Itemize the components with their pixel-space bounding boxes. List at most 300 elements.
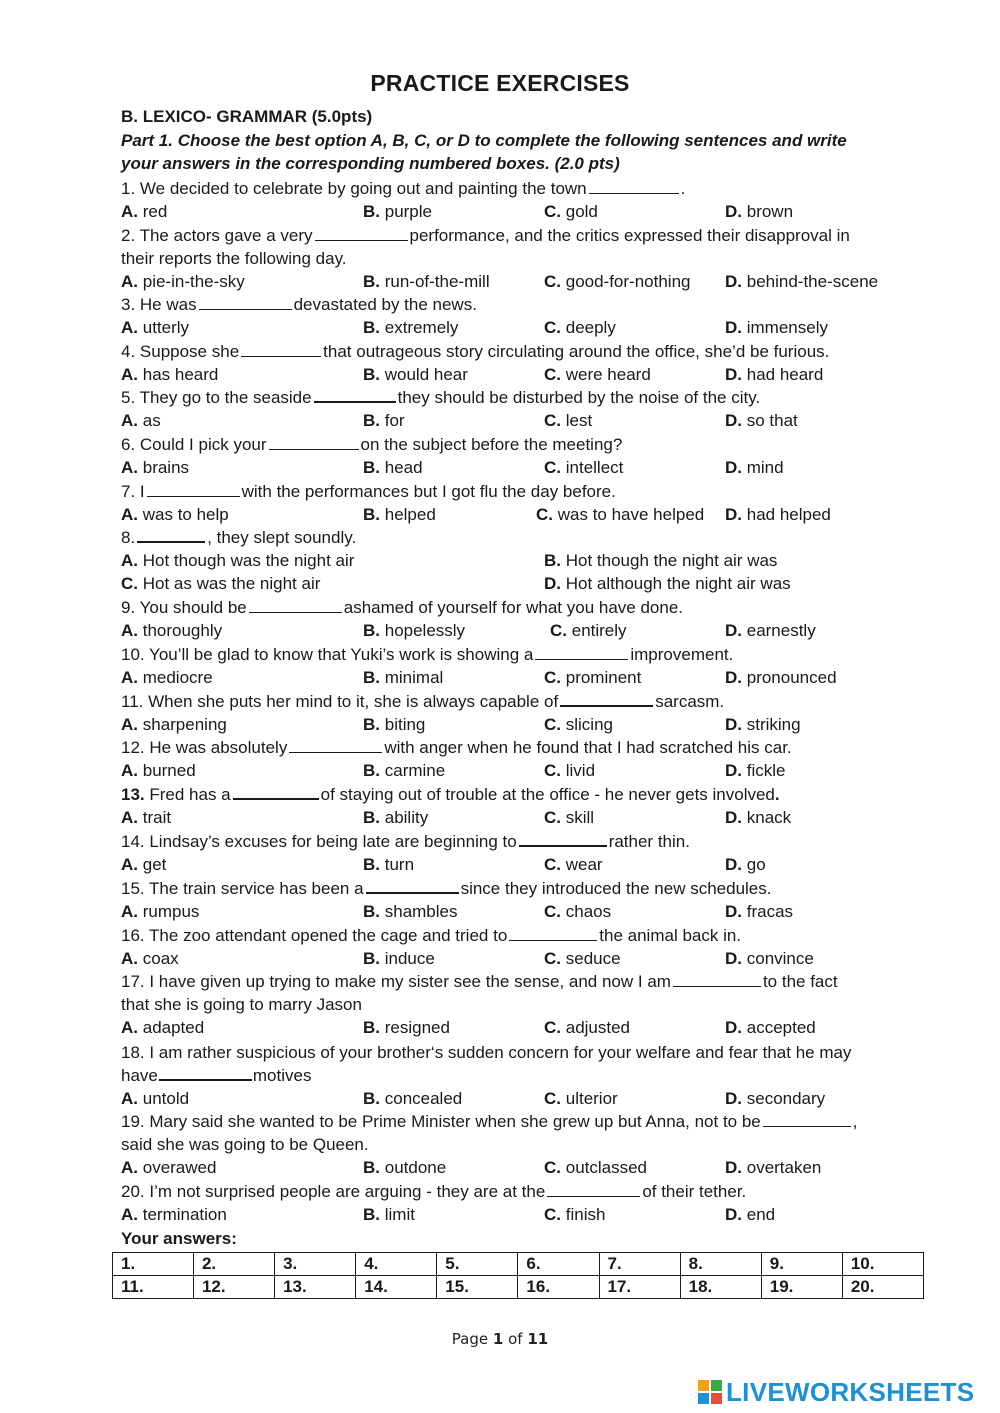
option-letter: A. bbox=[121, 202, 138, 221]
question-text: have bbox=[121, 1066, 158, 1085]
option-letter: D. bbox=[725, 715, 742, 734]
option-d bbox=[725, 364, 823, 385]
option-letter: D. bbox=[725, 1205, 742, 1224]
option-letter: C. bbox=[544, 365, 561, 384]
option-text: good-for-nothing bbox=[565, 272, 691, 291]
option-a bbox=[121, 667, 213, 688]
option-text: striking bbox=[746, 715, 801, 734]
option-letter: B. bbox=[363, 458, 380, 477]
answer-cell[interactable]: 11. bbox=[113, 1276, 194, 1299]
option-c bbox=[544, 457, 623, 478]
page-footer bbox=[0, 1330, 1000, 1348]
answer-blank bbox=[763, 1112, 851, 1127]
question-text: performance, and the critics expressed their disapproval in bbox=[409, 226, 850, 245]
option-c bbox=[544, 271, 691, 292]
question-text: 11. When she puts her mind to it, she is always capable of bbox=[121, 692, 559, 711]
option-letter: A. bbox=[121, 458, 138, 477]
option-c bbox=[550, 620, 627, 641]
option-letter: C. bbox=[544, 202, 561, 221]
option-text: burned bbox=[142, 761, 196, 780]
answer-blank bbox=[519, 831, 607, 847]
page-word: Page bbox=[451, 1330, 489, 1348]
question-stem bbox=[121, 225, 850, 246]
option-b bbox=[363, 667, 443, 688]
page-title: PRACTICE EXERCISES bbox=[370, 70, 630, 96]
option-text: Hot although the night air was bbox=[565, 574, 791, 593]
option-letter: A. bbox=[121, 715, 138, 734]
question-stem bbox=[121, 737, 792, 758]
option-letter: B. bbox=[363, 855, 380, 874]
question-text: 15. The train service has been a bbox=[121, 879, 364, 898]
option-letter: B. bbox=[363, 1158, 380, 1177]
option-text: brains bbox=[142, 458, 190, 477]
option-text: termination bbox=[142, 1205, 227, 1224]
option-text: adapted bbox=[142, 1018, 205, 1037]
option-text: gold bbox=[565, 202, 598, 221]
question-text: 2. The actors gave a very bbox=[121, 226, 313, 245]
option-text: end bbox=[746, 1205, 776, 1224]
answer-blank bbox=[249, 598, 342, 613]
option-a bbox=[121, 457, 189, 478]
option-text: overawed bbox=[142, 1158, 217, 1177]
option-text: induce bbox=[384, 949, 435, 968]
option-letter: B. bbox=[363, 949, 380, 968]
option-text: limit bbox=[384, 1205, 415, 1224]
question-text: 14. Lindsay’s excuses for being late are beginning to bbox=[121, 832, 517, 851]
answer-blank bbox=[241, 342, 321, 357]
brand-name: LIVEWORKSHEETS bbox=[726, 1377, 975, 1407]
answer-blank bbox=[147, 482, 240, 497]
option-text: purple bbox=[384, 202, 432, 221]
option-c bbox=[544, 667, 641, 688]
option-text: fracas bbox=[746, 902, 794, 921]
question-stem bbox=[121, 925, 741, 946]
question-stem bbox=[121, 341, 829, 362]
option-text: would hear bbox=[384, 365, 468, 384]
question-stem bbox=[121, 878, 771, 899]
option-text: thoroughly bbox=[142, 621, 223, 640]
answer-blank bbox=[289, 738, 382, 753]
option-d bbox=[725, 1157, 821, 1178]
option-letter: D. bbox=[725, 411, 742, 430]
answer-cell[interactable]: 7. bbox=[599, 1253, 680, 1276]
option-letter: C. bbox=[544, 272, 561, 291]
answer-cell[interactable]: 12. bbox=[193, 1276, 274, 1299]
option-text: utterly bbox=[142, 318, 190, 337]
option-letter: D. bbox=[725, 1018, 742, 1037]
option-b bbox=[363, 807, 428, 828]
option-d bbox=[725, 457, 784, 478]
option-letter: D. bbox=[725, 1089, 742, 1108]
option-letter: D. bbox=[725, 621, 742, 640]
option-text: convince bbox=[746, 949, 814, 968]
option-letter: B. bbox=[363, 1018, 380, 1037]
option-text: mind bbox=[746, 458, 784, 477]
question-text: rather thin. bbox=[608, 832, 690, 851]
option-a bbox=[121, 1017, 204, 1038]
option-c bbox=[544, 901, 611, 922]
question-text: 10. You’ll be glad to know that Yuki’s work is showing a bbox=[121, 645, 534, 664]
option-text: concealed bbox=[384, 1089, 463, 1108]
question-text: 3. He was bbox=[121, 295, 197, 314]
answer-blank bbox=[199, 295, 292, 310]
option-b bbox=[363, 901, 458, 922]
question-text: with the performances but I got flu the day before. bbox=[241, 482, 616, 501]
option-text: wear bbox=[565, 855, 603, 874]
option-text: go bbox=[746, 855, 766, 874]
question-stem bbox=[121, 527, 356, 548]
question-text: they should be disturbed by the noise of the city. bbox=[397, 388, 761, 407]
option-text: biting bbox=[384, 715, 426, 734]
question-text: devastated by the news. bbox=[293, 295, 477, 314]
option-d bbox=[725, 948, 814, 969]
option-text: slicing bbox=[565, 715, 613, 734]
option-a bbox=[121, 620, 222, 641]
answer-cell[interactable]: 4. bbox=[356, 1253, 437, 1276]
option-letter: A. bbox=[121, 411, 138, 430]
option-letter: B. bbox=[363, 761, 380, 780]
option-text: Hot as was the night air bbox=[142, 574, 321, 593]
option-text: red bbox=[142, 202, 168, 221]
option-letter: A. bbox=[121, 1018, 138, 1037]
option-b bbox=[363, 317, 458, 338]
option-text: has heard bbox=[142, 365, 219, 384]
option-letter: B. bbox=[363, 1089, 380, 1108]
option-a bbox=[121, 714, 227, 735]
option-text: for bbox=[384, 411, 405, 430]
question-stem bbox=[121, 971, 838, 992]
answer-blank bbox=[315, 226, 408, 241]
option-b bbox=[363, 457, 423, 478]
option-letter: B. bbox=[544, 551, 561, 570]
option-text: ulterior bbox=[565, 1089, 618, 1108]
option-text: prominent bbox=[565, 668, 642, 687]
option-letter: C. bbox=[536, 505, 553, 524]
option-d bbox=[725, 714, 801, 735]
question-text: 17. I have given up trying to make my sister see the sense, and now I am bbox=[121, 972, 671, 991]
option-d bbox=[725, 1088, 825, 1109]
option-letter: C. bbox=[544, 318, 561, 337]
question-text: motives bbox=[252, 1066, 312, 1085]
answer-blank bbox=[159, 1065, 252, 1081]
option-letter: C. bbox=[544, 808, 561, 827]
option-text: was to have helped bbox=[557, 505, 705, 524]
option-letter: D. bbox=[725, 1158, 742, 1177]
option-b bbox=[363, 948, 435, 969]
option-c bbox=[544, 1204, 605, 1225]
option-text: deeply bbox=[565, 318, 616, 337]
option-a bbox=[121, 1157, 216, 1178]
option-d bbox=[544, 573, 791, 594]
option-a bbox=[121, 1088, 189, 1109]
option-text: as bbox=[142, 411, 161, 430]
option-text: untold bbox=[142, 1089, 190, 1108]
option-letter: B. bbox=[363, 668, 380, 687]
option-text: were heard bbox=[565, 365, 651, 384]
option-text: extremely bbox=[384, 318, 459, 337]
option-letter: A. bbox=[121, 668, 138, 687]
option-letter: B. bbox=[363, 202, 380, 221]
option-text: immensely bbox=[746, 318, 828, 337]
option-text: accepted bbox=[746, 1018, 816, 1037]
option-text: resigned bbox=[384, 1018, 450, 1037]
question-text: the animal back in. bbox=[599, 926, 742, 945]
answer-row bbox=[113, 1253, 924, 1276]
answer-row bbox=[113, 1276, 924, 1299]
option-c bbox=[544, 364, 651, 385]
question-number: 13. bbox=[121, 785, 145, 804]
option-letter: A. bbox=[121, 621, 138, 640]
answer-cell[interactable]: 10. bbox=[842, 1253, 923, 1276]
option-d bbox=[725, 201, 793, 222]
option-text: trait bbox=[142, 808, 172, 827]
option-text: run-of-the-mill bbox=[384, 272, 490, 291]
question-stem bbox=[121, 387, 760, 408]
option-c bbox=[544, 948, 621, 969]
question-text: of staying out of trouble at the office - he never gets involved bbox=[320, 785, 775, 804]
question-text: 8. bbox=[121, 528, 136, 547]
option-c bbox=[544, 714, 613, 735]
question-text: since they introduced the new schedules. bbox=[460, 879, 772, 898]
option-d bbox=[725, 1017, 816, 1038]
option-d bbox=[725, 620, 816, 641]
answer-cell[interactable]: 5. bbox=[437, 1253, 518, 1276]
question-stem bbox=[121, 481, 616, 502]
option-text: turn bbox=[384, 855, 415, 874]
option-letter: A. bbox=[121, 902, 138, 921]
answer-cell[interactable]: 18. bbox=[680, 1276, 761, 1299]
option-letter: D. bbox=[725, 808, 742, 827]
option-letter: D. bbox=[544, 574, 561, 593]
option-text: shambles bbox=[384, 902, 458, 921]
option-d bbox=[725, 901, 793, 922]
question-stem-continued bbox=[121, 1065, 311, 1086]
option-text: seduce bbox=[565, 949, 621, 968]
question-text: sarcasm. bbox=[655, 692, 725, 711]
question-stem bbox=[121, 1042, 851, 1063]
option-text: ability bbox=[384, 808, 429, 827]
option-text: minimal bbox=[384, 668, 444, 687]
option-c bbox=[544, 1017, 630, 1038]
option-letter: C. bbox=[121, 574, 138, 593]
option-letter: C. bbox=[544, 902, 561, 921]
question-text: 19. Mary said she wanted to be Prime Minister when she grew up but Anna, not to be bbox=[121, 1112, 761, 1131]
question-text: , bbox=[852, 1112, 858, 1131]
option-text: had helped bbox=[746, 505, 831, 524]
question-stem-continued bbox=[121, 994, 362, 1015]
question-text: 4. Suppose she bbox=[121, 342, 240, 361]
option-letter: C. bbox=[544, 855, 561, 874]
question-stem-continued bbox=[121, 1134, 369, 1155]
option-letter: C. bbox=[544, 761, 561, 780]
option-letter: C. bbox=[544, 1018, 561, 1037]
option-letter: A. bbox=[121, 505, 138, 524]
option-letter: B. bbox=[363, 1205, 380, 1224]
answer-cell[interactable]: 15. bbox=[437, 1276, 518, 1299]
option-text: Hot though the night air was bbox=[565, 551, 778, 570]
option-text: earnestly bbox=[746, 621, 816, 640]
option-d bbox=[725, 410, 798, 431]
answer-cell[interactable]: 20. bbox=[842, 1276, 923, 1299]
question-text: their reports the following day. bbox=[121, 249, 347, 268]
option-text: fickle bbox=[746, 761, 786, 780]
question-end: . bbox=[774, 785, 780, 804]
option-c bbox=[544, 854, 603, 875]
option-text: knack bbox=[746, 808, 792, 827]
answer-blank bbox=[560, 691, 653, 707]
option-letter: B. bbox=[363, 505, 380, 524]
option-letter: D. bbox=[725, 761, 742, 780]
option-a bbox=[121, 854, 166, 875]
option-letter: C. bbox=[544, 1089, 561, 1108]
option-b bbox=[363, 1088, 462, 1109]
option-b bbox=[363, 504, 436, 525]
option-text: Hot though was the night air bbox=[142, 551, 355, 570]
option-text: adjusted bbox=[565, 1018, 631, 1037]
option-letter: A. bbox=[121, 1205, 138, 1224]
option-a bbox=[121, 364, 218, 385]
answers-label: Your answers: bbox=[121, 1229, 237, 1248]
option-letter: B. bbox=[363, 272, 380, 291]
question-stem bbox=[121, 644, 733, 665]
question-stem bbox=[121, 178, 685, 199]
answer-blank bbox=[366, 878, 459, 894]
option-b bbox=[363, 1157, 446, 1178]
option-d bbox=[725, 271, 878, 292]
option-b bbox=[363, 760, 445, 781]
question-stem-continued bbox=[121, 248, 347, 269]
option-text: had heard bbox=[746, 365, 824, 384]
option-text: so that bbox=[746, 411, 798, 430]
option-letter: C. bbox=[544, 458, 561, 477]
option-letter: D. bbox=[725, 505, 742, 524]
option-letter: B. bbox=[363, 411, 380, 430]
part-instructions-line-1: Part 1. Choose the best option A, B, C, or D to complete the following sentences and write bbox=[121, 131, 847, 150]
option-letter: C. bbox=[544, 668, 561, 687]
option-b bbox=[363, 1204, 415, 1225]
option-c bbox=[544, 807, 594, 828]
option-letter: A. bbox=[121, 318, 138, 337]
of-word: of bbox=[508, 1330, 523, 1348]
question-text: that she is going to marry Jason bbox=[121, 995, 362, 1014]
answer-cell[interactable]: 1. bbox=[113, 1253, 194, 1276]
question-stem bbox=[121, 691, 724, 712]
option-b bbox=[363, 364, 468, 385]
question-text: 16. The zoo attendant opened the cage and tried to bbox=[121, 926, 508, 945]
answer-cell[interactable]: 8. bbox=[680, 1253, 761, 1276]
option-letter: D. bbox=[725, 949, 742, 968]
option-text: carmine bbox=[384, 761, 446, 780]
question-stem bbox=[121, 784, 780, 805]
option-text: get bbox=[142, 855, 167, 874]
question-text: to the fact bbox=[762, 972, 838, 991]
option-text: skill bbox=[565, 808, 595, 827]
option-text: brown bbox=[746, 202, 794, 221]
option-d bbox=[725, 854, 766, 875]
option-letter: A. bbox=[121, 949, 138, 968]
option-text: head bbox=[384, 458, 423, 477]
page-number: 1 bbox=[492, 1330, 504, 1348]
question-stem bbox=[121, 597, 683, 618]
option-text: behind-the-scene bbox=[746, 272, 879, 291]
question-text: Fred has a bbox=[144, 785, 231, 804]
option-text: entirely bbox=[571, 621, 627, 640]
answer-cell[interactable]: 16. bbox=[518, 1276, 599, 1299]
option-b bbox=[363, 854, 414, 875]
option-text: lest bbox=[565, 411, 593, 430]
option-c bbox=[544, 760, 595, 781]
option-text: livid bbox=[565, 761, 596, 780]
option-letter: A. bbox=[121, 551, 138, 570]
answer-blank bbox=[673, 972, 761, 987]
question-stem bbox=[121, 294, 477, 315]
option-letter: A. bbox=[121, 272, 138, 291]
option-a bbox=[121, 807, 171, 828]
option-text: hopelessly bbox=[384, 621, 466, 640]
answer-cell[interactable]: 6. bbox=[518, 1253, 599, 1276]
question-text: 1. We decided to celebrate by going out and painting the town bbox=[121, 179, 587, 198]
answer-cell[interactable]: 13. bbox=[275, 1276, 356, 1299]
option-d bbox=[725, 807, 791, 828]
option-letter: D. bbox=[725, 458, 742, 477]
answer-cell[interactable]: 2. bbox=[193, 1253, 274, 1276]
option-letter: B. bbox=[363, 365, 380, 384]
answer-cell[interactable]: 17. bbox=[599, 1276, 680, 1299]
question-stem bbox=[121, 831, 690, 852]
question-text: , they slept soundly. bbox=[207, 528, 357, 547]
question-stem bbox=[121, 1181, 746, 1202]
option-b bbox=[363, 714, 425, 735]
option-a bbox=[121, 410, 161, 431]
option-letter: C. bbox=[544, 1205, 561, 1224]
option-text: secondary bbox=[746, 1089, 826, 1108]
answer-cell[interactable]: 3. bbox=[275, 1253, 356, 1276]
option-d bbox=[725, 317, 828, 338]
answer-blank bbox=[535, 645, 628, 660]
option-letter: A. bbox=[121, 1158, 138, 1177]
option-letter: C. bbox=[544, 715, 561, 734]
option-c bbox=[544, 410, 592, 431]
option-letter: B. bbox=[363, 902, 380, 921]
question-stem bbox=[121, 1111, 857, 1132]
question-text: 6. Could I pick your bbox=[121, 435, 267, 454]
option-letter: A. bbox=[121, 855, 138, 874]
option-letter: B. bbox=[363, 715, 380, 734]
option-text: outclassed bbox=[565, 1158, 648, 1177]
option-b bbox=[363, 620, 465, 641]
brand-logo-icon bbox=[698, 1380, 722, 1404]
answer-blank bbox=[314, 387, 396, 403]
option-b bbox=[363, 1017, 450, 1038]
question-text: 9. You should be bbox=[121, 598, 247, 617]
answer-cell[interactable]: 9. bbox=[761, 1253, 842, 1276]
question-text: improvement. bbox=[630, 645, 734, 664]
option-a bbox=[121, 504, 229, 525]
option-text: rumpus bbox=[142, 902, 200, 921]
option-letter: A. bbox=[121, 761, 138, 780]
option-letter: B. bbox=[363, 808, 380, 827]
question-text: with anger when he found that I had scratched his car. bbox=[384, 738, 792, 757]
question-text: 20. I’m not surprised people are arguing - they are at the bbox=[121, 1182, 546, 1201]
answer-blank bbox=[589, 179, 679, 194]
option-d bbox=[725, 504, 831, 525]
question-text: on the subject before the meeting? bbox=[360, 435, 623, 454]
answer-cell[interactable]: 19. bbox=[761, 1276, 842, 1299]
answer-cell[interactable]: 14. bbox=[356, 1276, 437, 1299]
option-b bbox=[363, 201, 432, 222]
option-d bbox=[725, 667, 837, 688]
question-text: 18. I am rather suspicious of your brother‘s sudden concern for your welfare and fear that he may bbox=[121, 1043, 852, 1062]
